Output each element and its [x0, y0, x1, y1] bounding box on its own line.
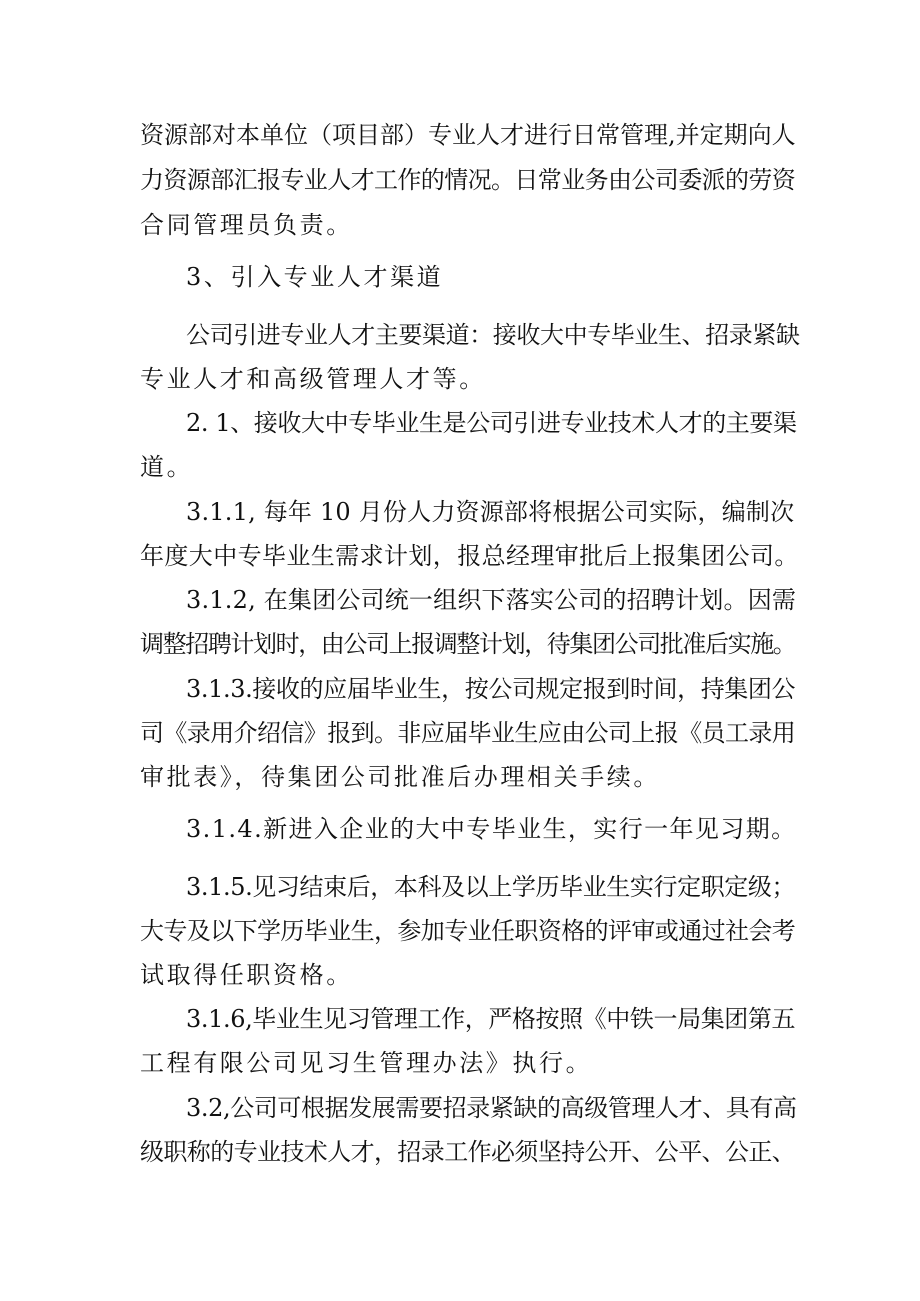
text-line: 公司引进专业人才主要渠道：接收大中专毕业生、招录紧缺	[186, 321, 800, 349]
text-line: 3.1.5.见习结束后，本科及以上学历毕业生实行定职定级；	[186, 873, 796, 901]
text-line: 力资源部汇报专业人才工作的情况。日常业务由公司委派的劳资	[140, 166, 796, 194]
text-line: 合同管理员负责。	[140, 211, 353, 239]
text-line: 3.1.3.接收的应届毕业生，按公司规定报到时间，持集团公	[186, 675, 796, 703]
text-line: 审批表》，待集团公司批准后办理相关手续。	[140, 763, 660, 791]
text-line: 年度大中专毕业生需求计划，报总经理审批后上报集团公司。	[140, 542, 799, 570]
text-line: 3.2,公司可根据发展需要招录紧缺的高级管理人才、具有高	[186, 1094, 797, 1122]
text-line: 级职称的专业技术人才，招录工作必须坚持公开、公平、公正、	[140, 1138, 796, 1166]
text-line: 3.1.6,毕业生见习管理工作，严格按照《中铁一局集团第五	[186, 1005, 796, 1033]
text-line: 司《录用介绍信》报到。非应届毕业生应由公司上报《员工录用	[140, 719, 796, 747]
text-line: 调整招聘计划时，由公司上报调整计划，待集团公司批准后实施。	[140, 630, 796, 658]
text-line: 3.1.2, 在集团公司统一组织下落实公司的招聘计划。因需	[186, 586, 797, 614]
text-line: 试取得任职资格。	[140, 961, 353, 989]
text-line: 资源部对本单位（项目部）专业人才进行日常管理,并定期向人	[140, 121, 796, 149]
text-line: 3.1.4.新进入企业的大中专毕业生，实行一年见习期。	[186, 815, 797, 843]
text-line: 2. 1、接收大中专毕业生是公司引进专业技术人才的主要渠	[186, 409, 797, 437]
text-line: 专业人才和高级管理人才等。	[140, 365, 486, 393]
text-line: 道。	[140, 453, 194, 481]
text-line: 大专及以下学历毕业生，参加专业任职资格的评审或通过社会考	[140, 917, 796, 945]
text-line: 工程有限公司见习生管理办法》执行。	[140, 1049, 593, 1077]
section-heading: 3、引入专业人才渠道	[186, 263, 444, 291]
text-line: 3.1.1, 每年 10 月份人力资源部将根据公司实际，编制次	[186, 498, 795, 526]
